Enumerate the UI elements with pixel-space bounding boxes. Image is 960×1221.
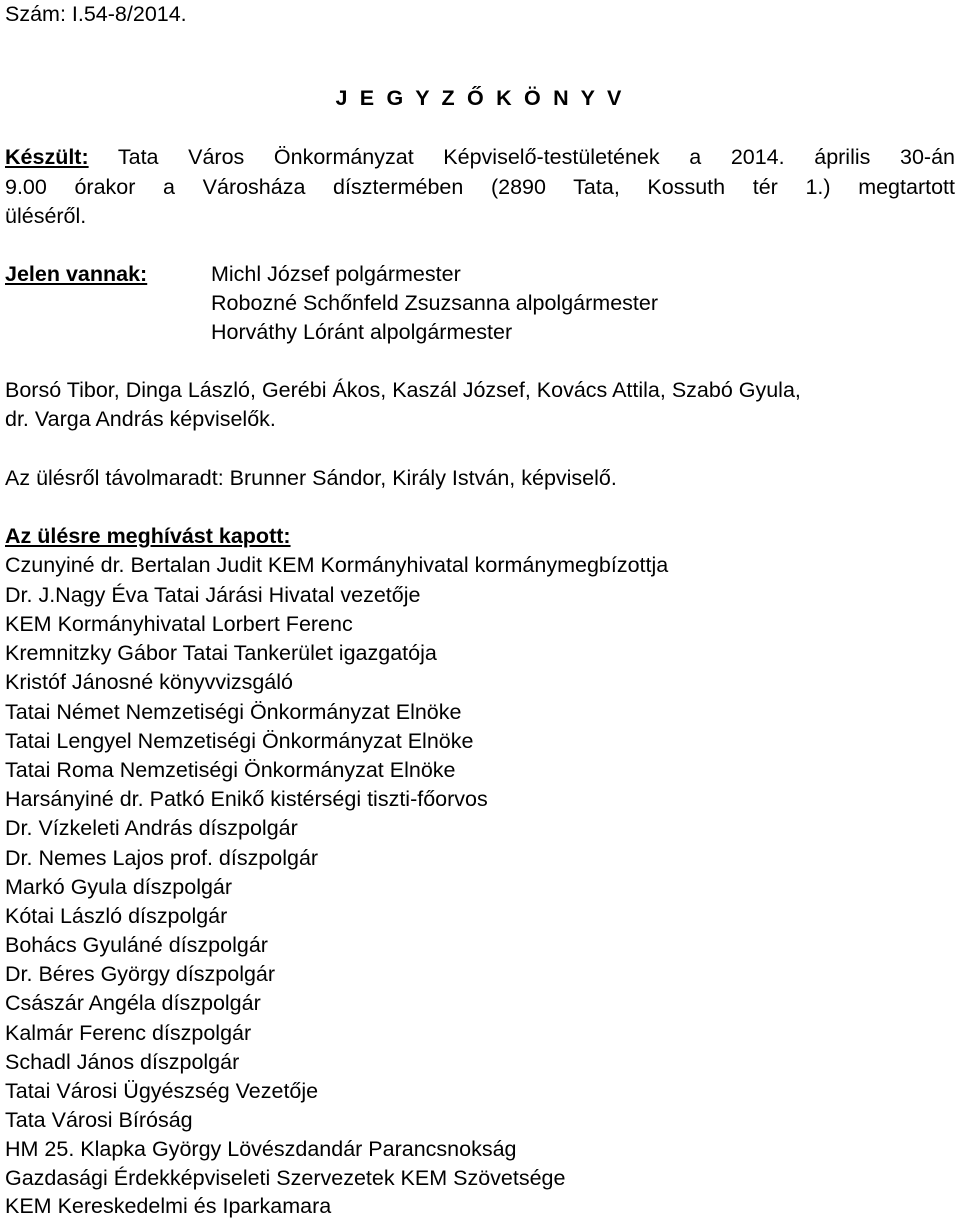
list-item: Markó Gyula díszpolgár — [5, 875, 233, 899]
document-title: J E G Y Z Ő K Ö N Y V — [335, 86, 625, 110]
list-item: Gazdasági Érdekképviseleti Szervezetek KEM Szövetsége — [5, 1166, 566, 1190]
made-label: Készült: — [5, 145, 89, 169]
list-item: Császár Angéla díszpolgár — [5, 991, 261, 1015]
list-item: Tata Városi Bíróság — [5, 1108, 193, 1132]
list-item: Dr. Vízkeleti András díszpolgár — [5, 816, 298, 840]
list-item: KEM Kormányhivatal Lorbert Ferenc — [5, 612, 353, 636]
reference-number: Szám: I.54-8/2014. — [5, 2, 187, 26]
official-3: Horváthy Lóránt alpolgármester — [211, 320, 513, 344]
list-item: Dr. J.Nagy Éva Tatai Járási Hivatal vezetője — [5, 583, 421, 607]
list-item: Kalmár Ferenc díszpolgár — [5, 1021, 252, 1045]
list-item: Dr. Nemes Lajos prof. díszpolgár — [5, 846, 319, 870]
list-item: Tatai Roma Nemzetiségi Önkormányzat Elnöke — [5, 758, 456, 782]
list-item: Harsányiné dr. Patkó Enikő kistérségi tiszti-főorvos — [5, 787, 488, 811]
list-item: Kristóf Jánosné könyvvizsgáló — [5, 670, 294, 694]
official-1: Michl József polgármester — [211, 262, 461, 286]
made-text-1: Tata Város Önkormányzat Képviselő-testületének a 2014. április 30-án — [117, 145, 955, 169]
list-item: Dr. Béres György díszpolgár — [5, 962, 276, 986]
invited-label: Az ülésre meghívást kapott: — [5, 524, 291, 548]
made-line-3: üléséről. — [5, 204, 87, 228]
absent-line: Az ülésről távolmaradt: Brunner Sándor, Király István, képviselő. — [5, 466, 617, 490]
list-item: Schadl János díszpolgár — [5, 1050, 240, 1074]
list-item: Tatai Városi Ügyészség Vezetője — [5, 1079, 319, 1103]
list-item: Tatai Lengyel Nemzetiségi Önkormányzat Elnöke — [5, 729, 474, 753]
members-line-2: dr. Varga András képviselők. — [5, 407, 276, 431]
list-item: Kótai László díszpolgár — [5, 904, 228, 928]
official-2: Robozné Schőnfeld Zsuzsanna alpolgármester — [211, 291, 658, 315]
list-item: Czunyiné dr. Bertalan Judit KEM Kormányhivatal kormánymegbízottja — [5, 553, 669, 577]
made-line-1 — [5, 147, 955, 169]
list-item: Kremnitzky Gábor Tatai Tankerület igazgatója — [5, 641, 437, 665]
made-line-2: 9.00 órakor a Városháza dísztermében (2890 Tata, Kossuth tér 1.) megtartott — [5, 175, 955, 199]
list-item: KEM Kereskedelmi és Iparkamara — [5, 1194, 332, 1218]
list-item: Tatai Német Nemzetiségi Önkormányzat Elnöke — [5, 700, 462, 724]
members-line-1: Borsó Tibor, Dinga László, Gerébi Ákos, Kaszál József, Kovács Attila, Szabó Gyula, — [5, 378, 801, 402]
list-item: HM 25. Klapka György Lövészdandár Parancsnokság — [5, 1137, 517, 1161]
list-item: Bohács Gyuláné díszpolgár — [5, 933, 268, 957]
present-label: Jelen vannak: — [5, 262, 148, 286]
